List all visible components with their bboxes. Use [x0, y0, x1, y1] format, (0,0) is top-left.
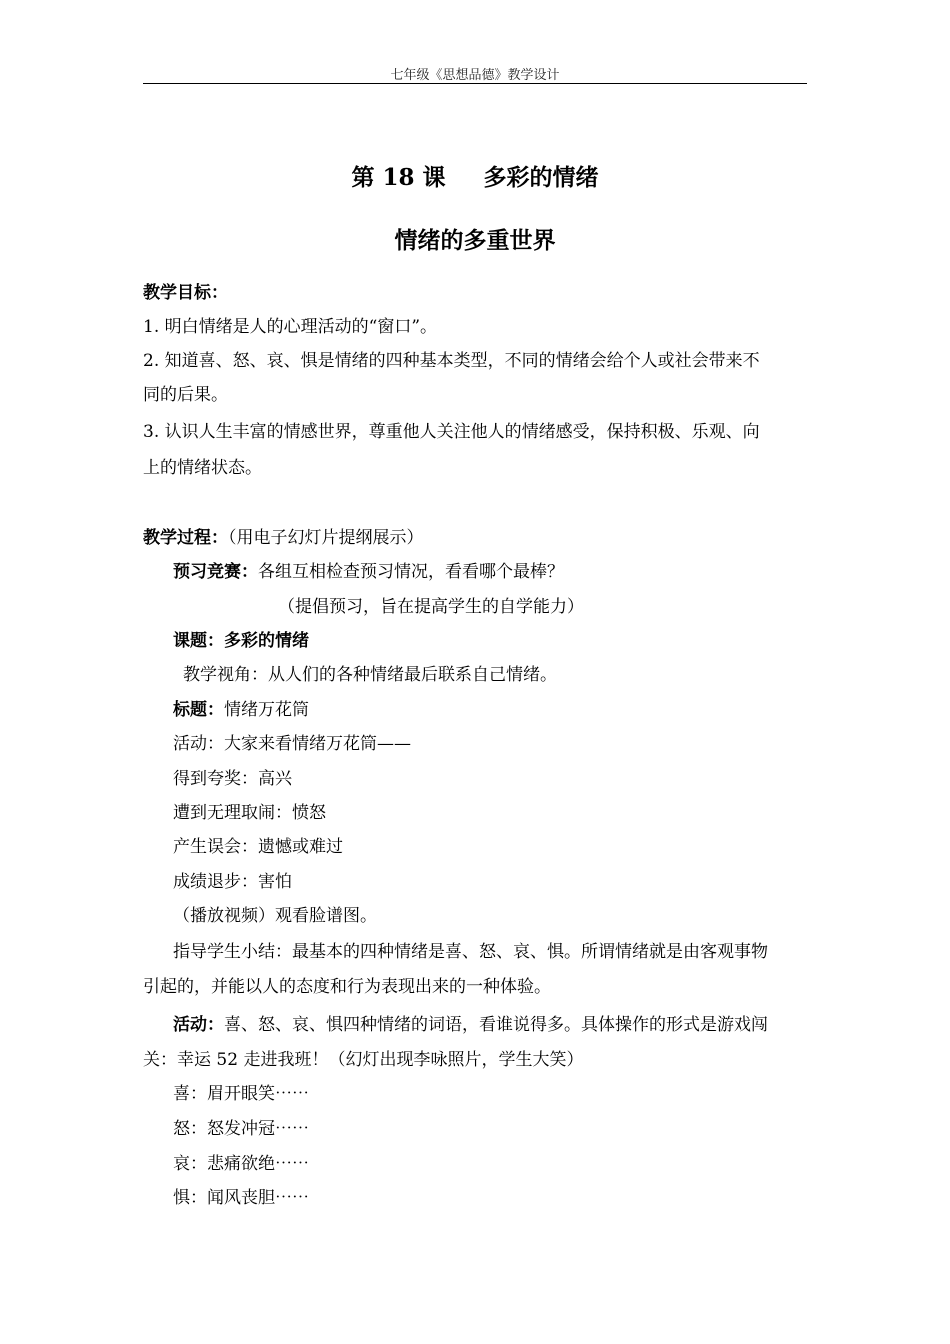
teaching-perspective: 教学视角：从人们的各种情绪最后联系自己情绪。: [183, 665, 557, 685]
activity2-line: 关：幸运 52 走进我班！（幻灯出现李咏照片，学生大笑）: [143, 1050, 584, 1070]
preview-line: [173, 557, 564, 582]
activity-intro: 活动：大家来看情绪万花筒——: [173, 734, 411, 754]
objectives-heading: 教学目标：: [143, 283, 228, 303]
activity2-line: [173, 1010, 768, 1035]
summary-line: 指导学生小结：最基本的四种情绪是喜、怒、哀、惧。所谓情绪就是由客观事物: [173, 942, 768, 962]
emotion-item: 惧：闻风丧胆⋯⋯: [173, 1188, 309, 1208]
emotion-item: 怒：怒发冲冠⋯⋯: [173, 1119, 309, 1139]
lesson-topic: 多彩的情绪: [483, 164, 599, 191]
subject-text: 情绪万花筒: [224, 700, 309, 720]
objective-line: 3. 认识人生丰富的情感世界，尊重他人关注他人的情绪感受，保持积极、乐观、向: [143, 422, 760, 442]
page-header: 七年级《思想品德》教学设计: [390, 68, 560, 83]
subject-line: [173, 695, 309, 720]
lesson-title: [0, 159, 950, 192]
scenario-item: 遭到无理取闹：愤怒: [173, 803, 326, 823]
scenario-item: 得到夸奖：高兴: [173, 769, 292, 789]
scenario-item: 成绩退步：害怕: [173, 872, 292, 892]
process-heading-note: （用电子幻灯片提纲展示）: [228, 528, 424, 548]
video-line: （播放视频）观看脸谱图。: [173, 906, 377, 926]
preview-label: 预习竞赛：: [173, 562, 258, 582]
objective-line: 1. 明白情绪是人的心理活动的“窗口”。: [143, 317, 438, 337]
preview-text: 各组互相检查预习情况，看看哪个最棒？: [258, 562, 564, 582]
activity2-label: 活动：: [173, 1015, 224, 1035]
topic-label: 课题：多彩的情绪: [173, 631, 309, 651]
lesson-subtitle: 情绪的多重世界: [394, 227, 556, 254]
emotion-item: 喜：眉开眼笑⋯⋯: [173, 1084, 309, 1104]
emotion-item: 哀：悲痛欲绝⋯⋯: [173, 1154, 309, 1174]
scenario-item: 产生误会：遗憾或难过: [173, 837, 343, 857]
header-rule: [143, 83, 807, 84]
activity2-text: 喜、怒、哀、惧四种情绪的词语，看谁说得多。具体操作的形式是游戏闯: [224, 1015, 768, 1035]
subject-label: 标题：: [173, 700, 224, 720]
objective-line: 同的后果。: [143, 385, 228, 405]
objective-line: 上的情绪状态。: [143, 458, 262, 478]
process-heading-line: [143, 523, 424, 548]
process-heading: 教学过程：: [143, 528, 228, 548]
preview-note: （提倡预习，旨在提高学生的自学能力）: [278, 597, 584, 617]
lesson-number: 第 18 课: [351, 164, 446, 191]
summary-line: 引起的，并能以人的态度和行为表现出来的一种体验。: [143, 977, 551, 997]
objective-line: 2. 知道喜、怒、哀、惧是情绪的四种基本类型，不同的情绪会给个人或社会带来不: [143, 351, 760, 371]
